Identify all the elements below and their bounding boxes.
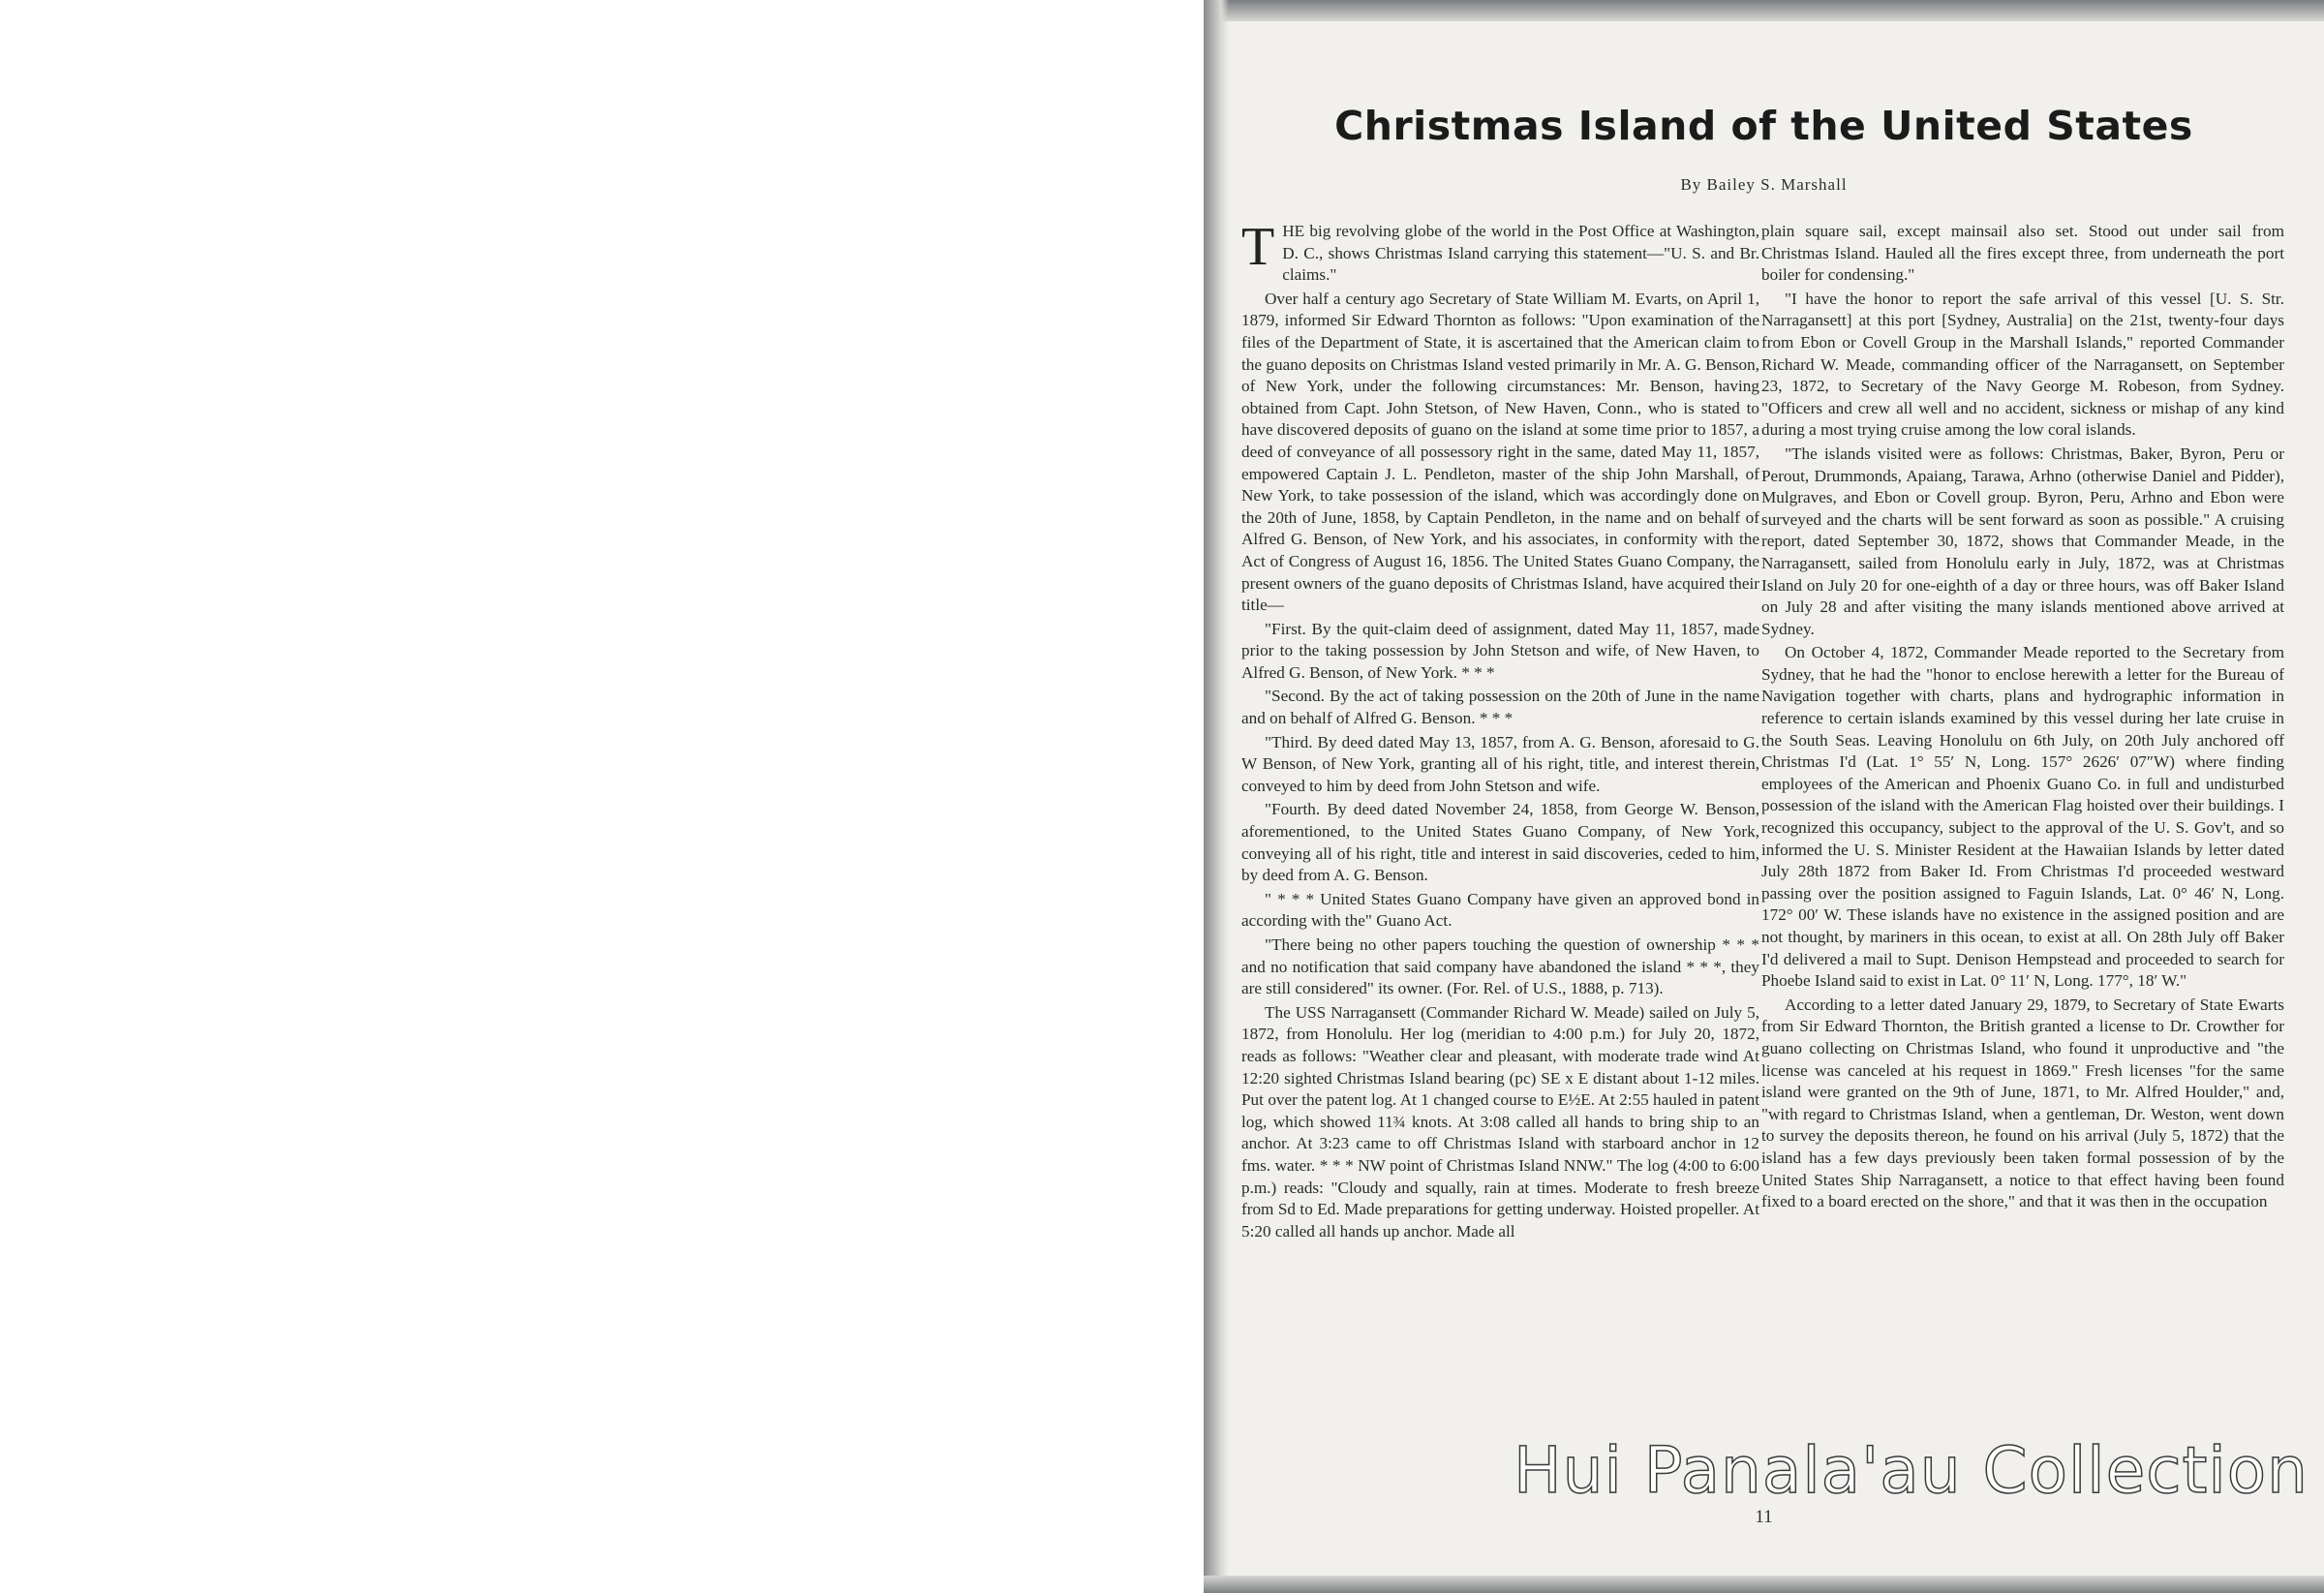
article-paragraph <box>1241 934 1759 1000</box>
paragraph-text: According to a letter dated January 29, 1879, to Secretary of State Ewarts from Sir Edward Thornton, the British granted a license to Dr. Crowther for guano collecting on Christmas Island, who found it unproductive and "the license was canceled at his request in 1869." Fresh licenses "for the same island were granted on the 9th of June, 1871, to Mr. Alfred Houlder," and, "with regard to Christmas Island, when a gentleman, Dr. Weston, went down to survey the deposits thereon, he found on his arrival (July 5, 1872) that the island has a few days previously been taken formal possession of by the United States Ship Narragansett, a notice to that effect having been found fixed to a board erected on the shore," and that it was then in the occupation <box>1761 995 2284 1211</box>
article-paragraph <box>1241 217 1759 287</box>
article-byline: By Bailey S. Marshall <box>1680 175 1848 194</box>
article-paragraph <box>1761 642 2284 993</box>
paragraph-text: "Third. By deed dated May 13, 1857, from A. G. Benson, aforesaid to G. W Benson, of New York, granting all of his right, title, and interest therein, conveyed to him by deed from John Stetson and wife. <box>1241 732 1759 795</box>
page-edge-bottom <box>1204 1576 2324 1593</box>
article-paragraph <box>1761 995 2284 1213</box>
page-edge-top <box>1204 0 2324 21</box>
right-column <box>1761 221 2284 1213</box>
paragraph-text: "Second. By the act of taking possession on the 20th of June in the name and on behalf of Alfred G. Benson. * * * <box>1241 687 1759 728</box>
article-paragraph <box>1761 444 2284 640</box>
paragraph-text: On October 4, 1872, Commander Meade reported to the Secretary from Sydney, that he had the "honor to enclose herewith a letter for the Bureau of Navigation together with charts, plans and hydrographic information in reference to certain islands examined by this vessel during her late cruise in the South Seas. Leaving Honolulu on 6th July, on 20th July anchored off Christmas I'd (Lat. 1° 55′ N, Long. 157° 2626′ 07″W) where finding employees of the American and Phoenix Guano Co. in full and undisturbed possession of the island with the American Flag hoisted over their buildings. I recognized this occupancy, subject to the approval of the U. S. Gov't, and so informed the U. S. Minister Resident at the Hawaiian Islands by letter dated July 28th 1872 from Baker Id. From Christmas I'd proceeded westward passing over the position assigned to Faguin Islands, Lat. 0° 46′ N, Long. 172° 00′ W. These islands have no existence in the assigned position and are not thought, by mariners in this ocean, to exist at all. On 28th July off Baker I'd delivered a mail to Supt. Denison Hempstead and proceeded to search for Phoebe Island said to exist in Lat. 0° 11′ N, Long. 177°, 18′ W." <box>1761 643 2284 991</box>
article-paragraph <box>1241 799 1759 886</box>
article-paragraph <box>1241 889 1759 933</box>
left-column <box>1241 217 1759 1242</box>
paragraph-text: "First. By the quit-claim deed of assignment, dated May 11, 1857, made prior to the taking possession by John Stetson and wife, of New Haven, to Alfred G. Benson, of New York. * * * <box>1241 619 1759 682</box>
paragraph-text: plain square sail, except mainsail also set. Stood out under sail from Christmas Island. Hauled all the fires except three, from underneath the port boiler for condensing." <box>1761 222 2284 285</box>
article-paragraph <box>1241 732 1759 798</box>
article-paragraph <box>1241 619 1759 685</box>
article-paragraph <box>1241 289 1759 617</box>
paragraph-text: "There being no other papers touching the question of ownership * * * and no notification that said company have abandoned the island * * *, they are still considered" its owner. (For. Rel. of U.S., 1888, p. 713). <box>1241 935 1759 998</box>
article-paragraph <box>1761 221 2284 287</box>
article-paragraph <box>1241 686 1759 729</box>
paragraph-text: " * * * United States Guano Company have given an approved bond in according with the" Guano Act. <box>1241 889 1759 931</box>
paragraph-text: HE big revolving globe of the world in the Post Office at Washington, D. C., shows Christmas Island carrying this statement—"U. S. and Br. claims." <box>1282 222 1759 285</box>
watermark: Hui Panala'au Collection <box>1514 1433 2309 1508</box>
page-edge-left <box>1204 0 1229 1593</box>
article-title: Christmas Island of the United States <box>1334 103 2193 149</box>
paragraph-text: The USS Narragansett (Commander Richard W. Meade) sailed on July 5, 1872, from Honolulu. Her log (meridian to 4:00 p.m.) for July 20, 1872, reads as follows: "Weather clear and pleasant, with moderate trade wind At 12:20 sighted Christmas Island bearing (pc) SE x E distant about 1-12 miles. Put over the patent log. At 1 changed course to E½E. At 2:55 hauled in patent log, which showed 11¾ knots. At 3:08 called all hands to bring ship to an anchor. At 3:23 came to off Christmas Island with starboard anchor in 12 fms. water. * * * NW point of Christmas Island NNW." The log (4:00 to 6:00 p.m.) reads: "Cloudy and squally, rain at times. Moderate to fresh breeze from Sd to Ed. Made preparations for getting underway. Hoisted propeller. At 5:20 called all hands up anchor. Made all <box>1241 1002 1759 1241</box>
paragraph-text: Over half a century ago Secretary of State William M. Evarts, on April 1, 1879, informed Sir Edward Thornton as follows: "Upon examination of the files of the Department of State, it is ascertained that the American claim to the guano deposits on Christmas Island vested primarily in Mr. A. G. Benson, of New York, under the following circumstances: Mr. Benson, having obtained from Capt. John Stetson, of New Haven, Conn., who is stated to have discovered deposits of guano on the island at some time prior to 1857, a deed of conveyance of all possessory right in the same, dated May 11, 1857, empowered Captain J. L. Pendleton, master of the ship John Marshall, of New York, to take possession of the island, which was accordingly done on the 20th of June, 1858, by Captain Pendleton, in the name and on behalf of Alfred G. Benson, of New York, and his associates, in conformity with the Act of Congress of August 16, 1856. The United States Guano Company, the present owners of the guano deposits of Christmas Island, have acquired their title— <box>1241 289 1759 615</box>
paragraph-text: "I have the honor to report the safe arrival of this vessel [U. S. Str. Narragansett] at this port [Sydney, Australia] on the 21st, twenty-four days from Ebon or Covell Group in the Marshall Islands," reported Commander Richard W. Meade, commanding officer of the Narragansett, on September 23, 1872, to Secretary of the Navy George M. Robeson, from Sydney. "Officers and crew all well and no accident, sickness or mishap of any kind during a most trying cruise among the low coral islands. <box>1761 289 2284 440</box>
article-paragraph <box>1761 289 2284 442</box>
magazine-page <box>1204 0 2324 1593</box>
article-paragraph <box>1241 1002 1759 1243</box>
paragraph-text: "Fourth. By deed dated November 24, 1858, from George W. Benson, aforementioned, to the United States Guano Company, of New York, conveying all of his right, title and interest in said discoveries, ceded to him, by deed from A. G. Benson. <box>1241 800 1759 885</box>
paragraph-text: "The islands visited were as follows: Christmas, Baker, Byron, Peru or Perout, Drummonds, Apaiang, Tarawa, Arhno (otherwise Daniel and Pidder), Mulgraves, and Ebon or Covell group. Byron, Peru, Arhno and Ebon were surveyed and the charts will be sent forward as soon as possible." A cruising report, dated September 30, 1872, shows that Commander Meade, in the Narragansett, sailed from Honolulu early in July, 1872, was at Christmas Island on July 20 for one-eighth of a day or three hours, was off Baker Island on July 28 and after visiting the many islands mentioned above arrived at Sydney. <box>1761 444 2284 638</box>
drop-cap: T <box>1241 217 1275 277</box>
page-number: 11 <box>1755 1507 1773 1527</box>
